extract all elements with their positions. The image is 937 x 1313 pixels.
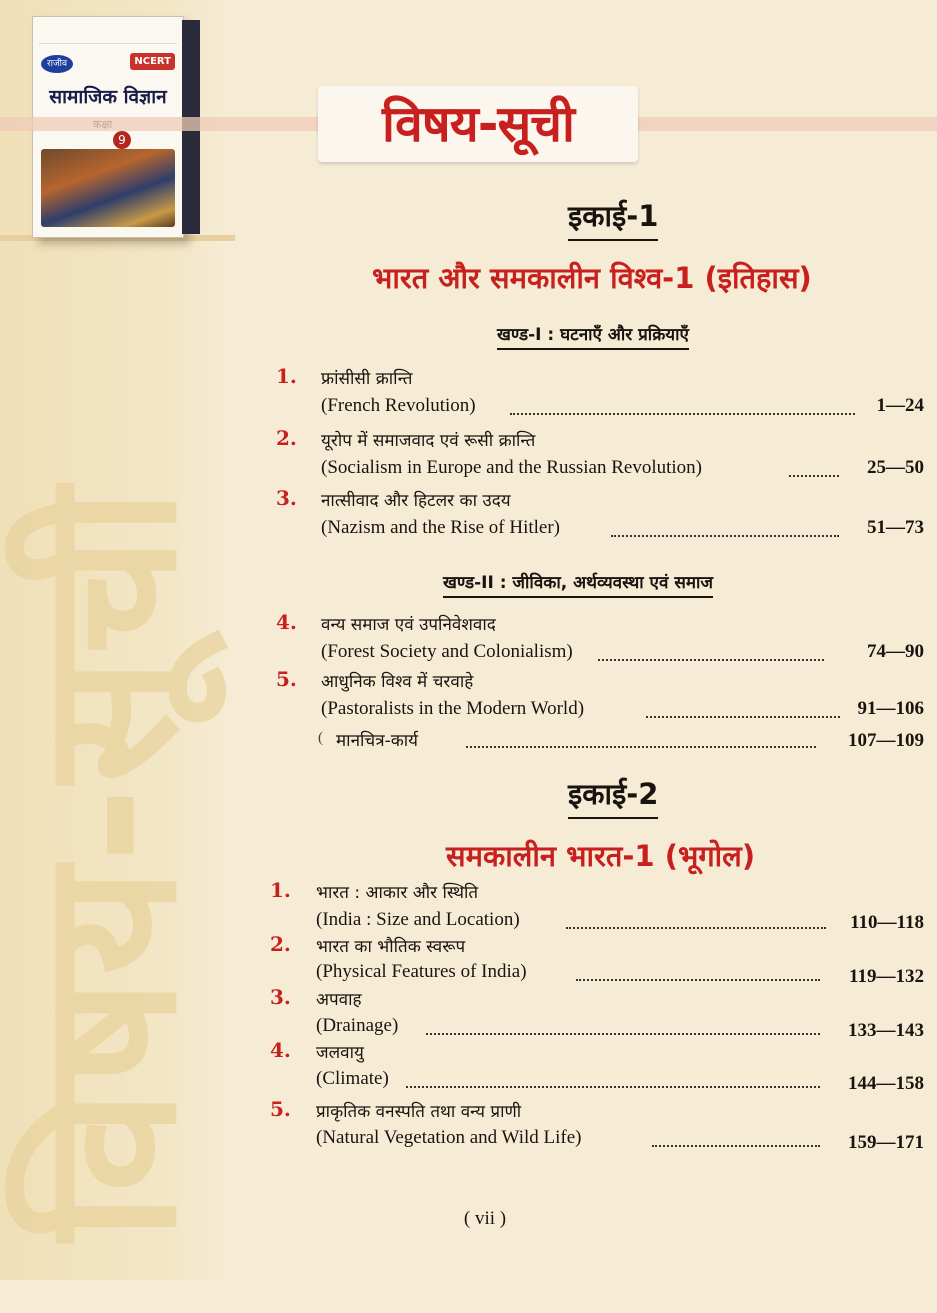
- item-number: 1.: [270, 878, 291, 902]
- item-number: 4.: [276, 610, 297, 634]
- map-work-pages: 107—109: [848, 730, 924, 751]
- item-title-hindi: भारत : आकार और स्थिति: [316, 883, 479, 903]
- publisher-logo: राजीव: [41, 55, 73, 73]
- dot-leader: [789, 475, 839, 477]
- ncert-badge: NCERT: [130, 53, 175, 70]
- unit-1-subtitle: भारत और समकालीन विश्व-1 (इतिहास): [372, 261, 812, 295]
- item-number: 5.: [270, 1097, 291, 1121]
- book-title: सामाजिक विज्ञान: [49, 86, 167, 108]
- map-work-title: मानचित्र-कार्य: [336, 731, 419, 751]
- unit-2-label: इकाई-2: [568, 774, 658, 819]
- page-number: ( vii ): [463, 1208, 507, 1229]
- item-title-english: (Climate): [316, 1068, 389, 1089]
- dot-leader: [576, 979, 820, 981]
- bracket-mark: (: [318, 730, 323, 746]
- unit-1-label: इकाई-1: [568, 196, 658, 241]
- item-pages: 110—118: [850, 912, 924, 933]
- dot-leader: [426, 1033, 820, 1035]
- item-number: 5.: [276, 667, 297, 691]
- item-number: 3.: [270, 985, 291, 1009]
- item-pages: 25—50: [867, 457, 924, 478]
- dot-leader: [566, 927, 826, 929]
- item-pages: 119—132: [849, 966, 924, 987]
- item-pages: 133—143: [848, 1020, 924, 1041]
- section-1-heading: खण्ड-I : घटनाएँ और प्रक्रियाएँ: [497, 322, 689, 350]
- book-cover-tagline: [39, 21, 177, 44]
- unit-2-subtitle: समकालीन भारत-1 (भूगोल): [446, 839, 756, 873]
- item-number: 2.: [276, 426, 297, 450]
- page-title: विषय-सूची: [382, 95, 574, 153]
- dot-leader: [466, 746, 816, 748]
- book-cover-illustration: [41, 149, 175, 227]
- item-title-hindi: प्राकृतिक वनस्पति तथा वन्य प्राणी: [316, 1102, 522, 1122]
- item-title-english: (Physical Features of India): [316, 961, 527, 982]
- item-title-english: (French Revolution): [321, 395, 476, 416]
- item-title-english: (Drainage): [316, 1015, 399, 1036]
- item-title-english: (Pastoralists in the Modern World): [321, 698, 585, 719]
- item-pages: 74—90: [867, 641, 924, 662]
- item-title-hindi: वन्य समाज एवं उपनिवेशवाद: [321, 615, 496, 635]
- item-title-english: (Nazism and the Rise of Hitler): [321, 517, 561, 538]
- item-number: 4.: [270, 1038, 291, 1062]
- item-title-english: (Natural Vegetation and Wild Life): [316, 1127, 582, 1148]
- item-pages: 91—106: [857, 698, 924, 719]
- item-title-hindi: फ्रांसीसी क्रान्ति: [321, 369, 413, 389]
- item-title-hindi: अपवाह: [316, 990, 362, 1010]
- item-pages: 1—24: [876, 395, 924, 416]
- item-pages: 51—73: [867, 517, 924, 538]
- item-title-english: (Forest Society and Colonialism): [321, 641, 573, 662]
- item-title-hindi: नात्सीवाद और हिटलर का उदय: [321, 491, 511, 511]
- section-2-heading: खण्ड-II : जीविका, अर्थव्यवस्था एवं समाज: [443, 570, 713, 598]
- item-title-hindi: यूरोप में समाजवाद एवं रूसी क्रान्ति: [321, 431, 536, 451]
- dot-leader: [510, 413, 855, 415]
- item-pages: 159—171: [848, 1132, 924, 1153]
- dot-leader: [611, 535, 839, 537]
- item-title-english: (Socialism in Europe and the Russian Revolution): [321, 457, 703, 478]
- item-title-hindi: भारत का भौतिक स्वरूप: [316, 937, 466, 957]
- item-title-hindi: आधुनिक विश्व में चरवाहे: [321, 672, 474, 692]
- item-number: 1.: [276, 364, 297, 388]
- dot-leader: [646, 716, 840, 718]
- dot-leader: [652, 1145, 820, 1147]
- item-title-english: (India : Size and Location): [316, 909, 520, 930]
- dot-leader: [598, 659, 824, 661]
- sidebar-watermark: विषय-सूची: [1, 484, 218, 1241]
- item-title-hindi: जलवायु: [316, 1043, 364, 1063]
- book-class-number: 9: [113, 131, 131, 149]
- dot-leader: [406, 1086, 820, 1088]
- item-number: 2.: [270, 932, 291, 956]
- item-pages: 144—158: [848, 1073, 924, 1094]
- item-number: 3.: [276, 486, 297, 510]
